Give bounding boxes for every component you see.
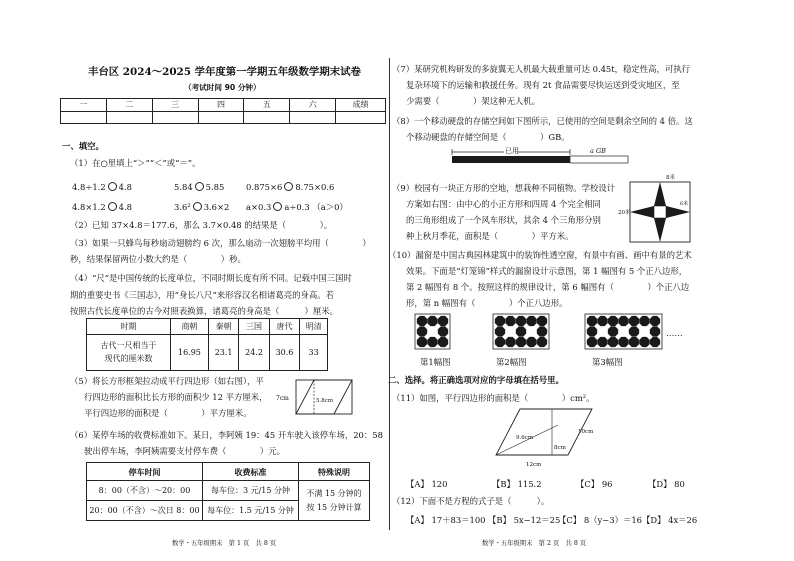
fee-cell: 每车位：3 元/15 分钟: [203, 481, 299, 501]
score-header-cell: 二: [106, 99, 152, 112]
q8-line: 个移动硬盘的存储空间是（ ）GB。: [406, 132, 570, 142]
parking-fee-row: [87, 481, 370, 501]
diamond-gap: [429, 328, 436, 335]
score-header-cell: 六: [290, 99, 336, 112]
row-label-cell: [87, 335, 171, 371]
side-label: 7cm: [276, 395, 289, 402]
score-blank-cell[interactable]: [198, 112, 244, 124]
octagon-shape: [516, 326, 526, 336]
table-header-cell: 秦朝: [208, 319, 238, 335]
score-blank-cell[interactable]: [61, 112, 107, 124]
score-header-cell: 四: [198, 99, 244, 112]
parking-fee-header-row: [87, 463, 370, 481]
q5-line: 行四边形的面积比长方形的面积少 12 平方厘米，: [84, 392, 268, 402]
value-cell: 33: [300, 335, 328, 371]
octagon-shape: [526, 316, 536, 326]
q1-prompt: （1）在○里填上“＞”“＜”或“＝”。: [70, 158, 201, 168]
q1-row2-item1: [72, 202, 132, 213]
score-table: [60, 98, 386, 124]
table-header-cell: 商朝: [171, 319, 209, 335]
height-label: 5.8cm: [316, 398, 334, 404]
used-label: 已用: [505, 147, 519, 155]
q6-line: 驶出停车场，李阿姨需要支付停车费（ ）元。: [84, 446, 285, 456]
table-header-cell: 唐代: [269, 319, 299, 335]
octagon-shape: [587, 326, 597, 336]
octagon-shape: [417, 337, 427, 347]
octagon-shape: [495, 316, 505, 326]
q7-line: （7）某研究机构研发的多旋翼无人机最大载重量可达 0.45t，稳定性高，可执行: [392, 64, 691, 74]
table-header-cell: 停车时间: [87, 463, 203, 481]
octagon-shape: [427, 316, 437, 326]
pinwheel-square-figure: [618, 172, 698, 248]
q1-row1-item1: [72, 182, 132, 193]
rectangle-outline: [296, 380, 352, 414]
section2-heading: 二、选择。将正确选项对应的字母填在括号里。: [388, 375, 564, 385]
octagon-shape: [629, 326, 639, 336]
q1-expr: 5.85: [205, 182, 225, 192]
table-header-cell: 收费标准: [203, 463, 299, 481]
q11-option-d[interactable]: 【D】 80: [648, 479, 685, 489]
q1-expr: 4.8: [118, 202, 132, 212]
score-blank-cell[interactable]: [336, 112, 386, 124]
q10-line: 形，第 n 幅图有（ ）个正八边形。: [406, 298, 568, 308]
page-footer-left: 数学・五年级期末 第 1 页 共 8 页: [172, 540, 277, 547]
score-header-cell: 成绩: [336, 99, 386, 112]
q7-line: 少需要（ ）架这种无人机。: [406, 96, 540, 106]
q12-option-d[interactable]: 【D】 4x＝26: [642, 515, 698, 525]
pattern-ellipsis: ……: [666, 328, 683, 338]
q12-option-a[interactable]: 【A】 17＋83＝100: [406, 515, 486, 525]
left-column: [60, 0, 388, 561]
octagon-shape: [417, 326, 427, 336]
score-blank-cell[interactable]: [106, 112, 152, 124]
value-cell: 30.6: [269, 335, 299, 371]
diamond-gap: [528, 328, 535, 335]
octagon-shape: [629, 316, 639, 326]
diamond-gap: [641, 328, 648, 335]
center-square: [654, 206, 666, 218]
q11-option-b[interactable]: 【B】 115.2: [492, 479, 542, 489]
q6-line: （6）某停车场的收费标准如下。某日，李阿姨 19：45 开车驶入该停车场，20：58: [70, 430, 383, 440]
octagon-shape: [505, 316, 515, 326]
octagon-shape: [427, 337, 437, 347]
octagon-shape: [608, 316, 618, 326]
octagon-shape: [537, 337, 547, 347]
pinwheel-blade: [654, 218, 666, 242]
q4-line: 按照古代长度单位的古今对照表换算，诸葛亮的身高是（ ）厘米。: [70, 306, 338, 316]
ancient-length-table: [86, 318, 328, 371]
diamond-gap: [620, 328, 627, 335]
octagon-shape: [516, 316, 526, 326]
section1-heading: 一、填空。: [62, 141, 104, 151]
table-header-cell: 三国: [239, 319, 269, 335]
q4-line: 期的重要史书《三国志》，用“身长八尺”来形容汉名相诸葛亮的身高。若: [70, 290, 334, 300]
time-cell: 20：00（不含）～次日 8：00: [87, 501, 203, 521]
q12-option-b[interactable]: 【B】 5x−12＝25: [488, 515, 561, 525]
row-label-line: 古代一尺相当于: [100, 340, 157, 350]
q1-row2-item3: [246, 202, 348, 213]
q1-row1-item3: [246, 182, 334, 193]
q1-row2-item2: [174, 202, 229, 213]
score-table-blank-row: [61, 112, 386, 124]
compare-circle[interactable]: [195, 182, 204, 191]
ancient-length-value-row: [87, 335, 328, 371]
q1-row1-item2: [174, 182, 224, 193]
q1-expr: a÷0.3 （a＞0）: [284, 202, 348, 212]
octagon-shape: [587, 316, 597, 326]
parking-fee-table: [86, 462, 370, 521]
diamond-gap: [599, 328, 606, 335]
exam-time-note: （考试时间 90 分钟）: [184, 83, 261, 92]
octagon-shape: [650, 337, 660, 347]
exam-title: 丰台区 2024～2025 学年度第一学期五年级数学期末试卷: [88, 66, 361, 78]
octagon-shape: [417, 316, 427, 326]
score-table-header-row: [61, 99, 386, 112]
octagon-shape: [495, 326, 505, 336]
octagon-shape: [438, 337, 448, 347]
octagon-shape: [438, 316, 448, 326]
diamond-gap: [507, 328, 514, 335]
q1-expr: a×0.3: [246, 202, 272, 212]
top-length-label: 8米: [666, 175, 675, 181]
score-header-cell: 一: [61, 99, 107, 112]
time-cell: 8：00（不含）～20：00: [87, 481, 203, 501]
q1-expr: 4.8: [118, 182, 132, 192]
compare-circle[interactable]: [284, 182, 293, 191]
pattern-caption: 第1幅图: [420, 357, 451, 367]
height-label: 8cm: [554, 445, 566, 451]
q12-prompt: （12）下面不是方程的式子是（ ）。: [392, 496, 550, 506]
q10-line: 效果。下面是“灯笼锦”样式的漏窗设计示意图，第 1 幅图有 5 个正八边形，: [406, 266, 688, 276]
value-cell: 24.2: [239, 335, 269, 371]
score-blank-cell[interactable]: [244, 112, 290, 124]
q9-line: 方案如右图：由中心的小正方形和四周 4 个完全相同: [406, 199, 601, 209]
rectangle-parallelogram-figure: [274, 378, 358, 416]
octagon-shape: [618, 337, 628, 347]
q10-line: （10）漏窗是中国古典园林建筑中的装饰性透空窗，有景中有画、画中有景的艺术: [388, 250, 692, 260]
table-header-cell: 特殊说明: [299, 463, 370, 481]
octagon-shape: [608, 326, 618, 336]
q1-expr: 5.84: [174, 182, 193, 192]
pinwheel-blade: [630, 206, 654, 218]
used-bar: [452, 156, 570, 163]
octagon-shape: [537, 316, 547, 326]
slant-height-label: 9.6cm: [516, 435, 534, 441]
row-label-line: 现代的厘米数: [104, 353, 153, 363]
q8-line: （8）一个移动硬盘的存储空间如下图所示，已使用的空间是剩余空间的 4 倍。这: [392, 116, 693, 126]
special-note-line: 按 15 分钟计算: [306, 502, 362, 512]
side-length-label: 20米: [618, 210, 631, 216]
octagon-shape: [587, 337, 597, 347]
octagon-shape: [495, 337, 505, 347]
compare-circle[interactable]: [108, 202, 117, 211]
compare-circle[interactable]: [108, 182, 117, 191]
q1-expr: 4.8×1.2: [72, 202, 106, 212]
q4-line: （4）“尺”是中国传统的长度单位，不同时期长度有所不同。记载中国三国时: [70, 273, 352, 283]
q1-expr: 3.6²: [174, 202, 191, 212]
parallelogram-figure: [488, 405, 598, 469]
octagon-shape: [505, 337, 515, 347]
q5-line: （5）将长方形框架拉动成平行四边形（如右图），平: [70, 376, 264, 386]
q2-text: （2）已知 37×4.8＝177.6，那么 3.7×0.48 的结果是（ ）。: [70, 220, 333, 230]
free-bar: [570, 156, 628, 163]
ancient-length-header-row: [87, 319, 328, 335]
octagon-shape: [639, 316, 649, 326]
score-blank-cell[interactable]: [152, 112, 198, 124]
q1-expr: 3.6×2: [203, 202, 230, 212]
right-length-label: 6米: [680, 201, 689, 207]
q9-line: （9）校园有一块正方形的空地，想栽种不同植物。学校设计: [392, 183, 616, 193]
octagon-shape: [516, 337, 526, 347]
octagon-shape: [629, 337, 639, 347]
pinwheel-blade: [654, 182, 666, 206]
octagon-shape: [608, 337, 618, 347]
hard-drive-bar-figure: [450, 144, 630, 168]
value-cell: 16.95: [171, 335, 209, 371]
special-note-cell: [299, 481, 370, 521]
compare-circle[interactable]: [273, 202, 282, 211]
pattern-caption: 第2幅图: [496, 357, 527, 367]
parallelogram-outline: [296, 380, 352, 414]
octagon-shape: [597, 337, 607, 347]
q11-option-a[interactable]: 【A】 120: [406, 479, 448, 489]
fee-cell: 每车位：1.5 元/15 分钟: [203, 501, 299, 521]
pinwheel-blade: [666, 206, 690, 218]
q7-line: 复杂环境下的运输和救援任务。现有 2t 食品需要尽快运送到受灾地区，至: [406, 80, 680, 90]
table-header-cell: 明清: [300, 319, 328, 335]
side-label: 10cm: [578, 429, 594, 435]
q10-line: 第 2 幅图有 8 个。按照这样的规律设计，第 6 幅图有（ ）个正八边: [406, 282, 690, 292]
value-cell: 23.1: [208, 335, 238, 371]
compare-circle[interactable]: [193, 202, 202, 211]
page-footer-right: 数学・五年级期末 第 2 页 共 8 页: [482, 540, 587, 547]
q11-option-c[interactable]: 【C】 96: [576, 479, 613, 489]
octagon-shape: [650, 326, 660, 336]
pattern-caption: 第3幅图: [592, 357, 623, 367]
octagon-shape: [618, 316, 628, 326]
octagon-shape: [438, 326, 448, 336]
octagon-shape: [526, 337, 536, 347]
octagon-shape: [597, 316, 607, 326]
base-label: 12cm: [526, 462, 542, 468]
q9-line: 的三角形组成了一个风车形状，其余 4 个三角形分别: [406, 215, 601, 225]
q1-expr: 0.875×6: [246, 182, 283, 192]
q11-prompt: （11）如图，平行四边形的面积是（ ）cm²。: [392, 393, 595, 403]
octagon-shape: [650, 316, 660, 326]
q1-expr: 8.75×0.6: [295, 182, 335, 192]
score-header-cell: 三: [152, 99, 198, 112]
score-header-cell: 五: [244, 99, 290, 112]
score-blank-cell[interactable]: [290, 112, 336, 124]
q3-line: 秒，结果保留两位小数大约是（ ）秒。: [70, 254, 246, 264]
q1-expr: 4.8÷1.2: [72, 182, 106, 192]
table-header-cell: 时期: [87, 319, 171, 335]
q9-line: 种上秋月季花，面积是（ ）平方米。: [406, 231, 574, 241]
q5-line: 平行四边形的面积是（ ）平方厘米。: [84, 408, 252, 418]
octagon-shape: [639, 337, 649, 347]
special-note-line: 不满 15 分钟的: [306, 488, 362, 498]
q12-option-c[interactable]: 【C】 8（y−3）＝16: [558, 515, 643, 525]
free-label: a GB: [590, 147, 606, 155]
right-column: [388, 0, 698, 561]
q3-line: （3）如果一只蜂鸟每秒扇动翅膀约 6 次，那么扇动一次翅膀平均用（ ）: [70, 238, 371, 248]
octagon-shape: [537, 326, 547, 336]
